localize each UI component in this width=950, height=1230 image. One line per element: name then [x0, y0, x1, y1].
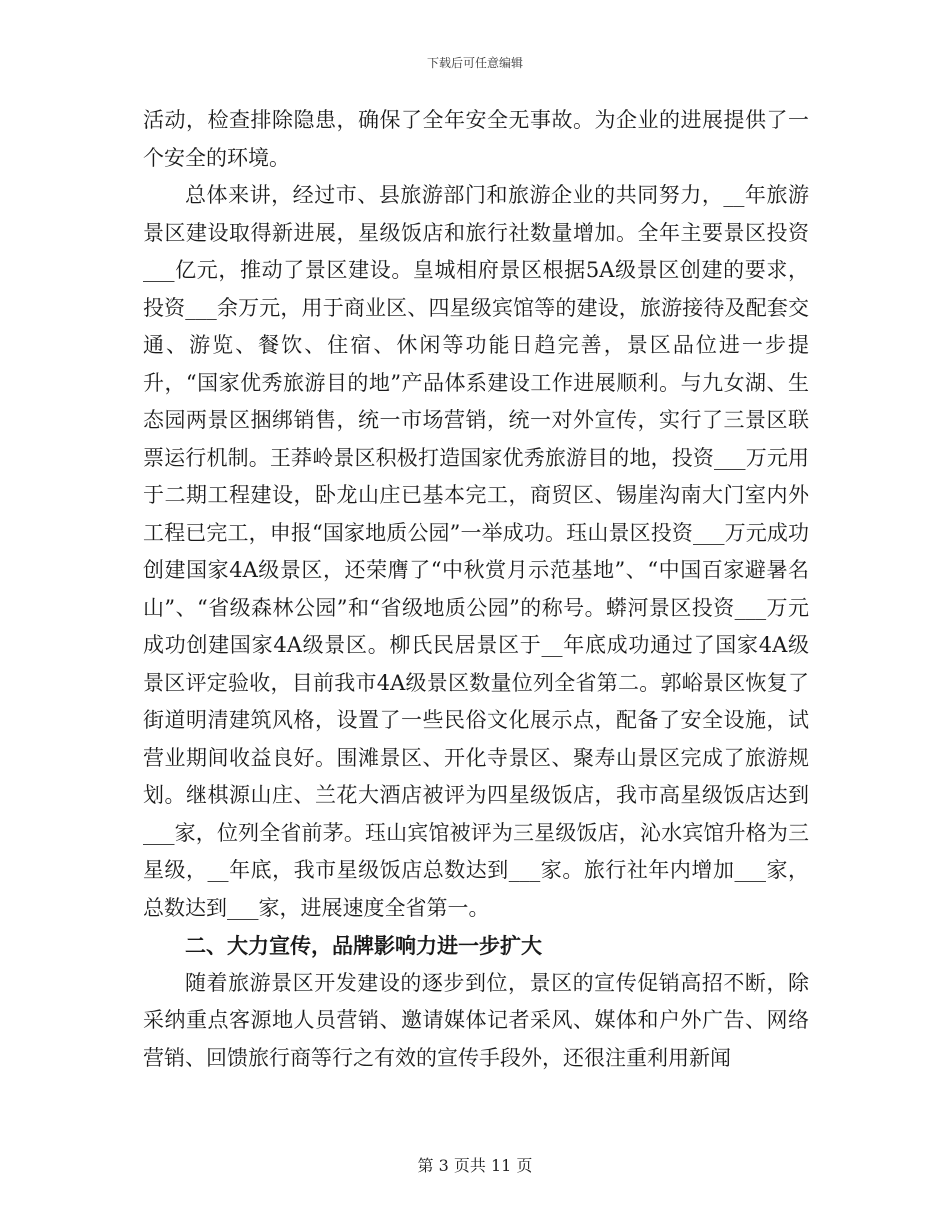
- page-header: 下载后可任意编辑: [426, 56, 523, 70]
- paragraph-safety-continued: 活动，检查排除隐患，确保了全年安全无事故。为企业的进展提供了一个安全的环境。: [143, 108, 809, 170]
- section-heading-promotion: 二、大力宣传，品牌影响力进一步扩大: [185, 933, 542, 958]
- page-number: 第 3 页共 11 页: [417, 1156, 533, 1175]
- document-body: [143, 102, 809, 1077]
- paragraph-scenic-construction: 总体来讲，经过市、县旅游部门和旅游企业的共同努力，__年旅游景区建设取得新进展，星级饭店和旅行社数量增加。全年主要景区投资___亿元，推动了景区建设。皇城相府景区根据5A级景区创建的要求，投资___余万元，用于商业区、四星级宾馆等的建设，旅游接待及配套交通、游览、餐饮、住宿、休闲等功能日趋完善，景区品位进一步提升，“国家优秀旅游目的地”产品体系建设工作进展顺利。与九女湖、生态园两景区捆绑销售，统一市场营销，统一对外宣传，实行了三景区联票运行机制。王莽岭景区积极打造国家优秀旅游目的地，投资___万元用于二期工程建设，卧龙山庄已基本完工，商贸区、锡崖沟南大门室内外工程已完工，申报“国家地质公园”一举成功。珏山景区投资___万元成功创建国家4A级景区，还荣膺了“中秋赏月示范基地”、“中国百家避暑名山”、“省级森林公园”和“省级地质公园”的称号。蟒河景区投资___万元成功创建国家4A级景区。柳氏民居景区于__年底成功通过了国家4A级景区评定验收，目前我市4A级景区数量位列全省第二。郭峪景区恢复了街道明清建筑风格，设置了一些民俗文化展示点，配备了安全设施，试营业期间收益良好。围滩景区、开化寺景区、聚寿山景区完成了旅游规划。继棋源山庄、兰花大酒店被评为四星级饭店，我市高星级饭店达到___家，位列全省前茅。珏山宾馆被评为三星级饭店，沁水宾馆升格为三星级，__年底，我市星级饭店总数达到___家。旅行社年内增加___家，总数达到___家，进展速度全省第一。: [143, 183, 809, 920]
- paragraph-promotion: 随着旅游景区开发建设的逐步到位，景区的宣传促销高招不断，除采纳重点客源地人员营销、邀请媒体记者采风、媒体和户外广告、网络营销、回馈旅行商等行之有效的宣传手段外，还很注重利用新闻: [143, 970, 809, 1070]
